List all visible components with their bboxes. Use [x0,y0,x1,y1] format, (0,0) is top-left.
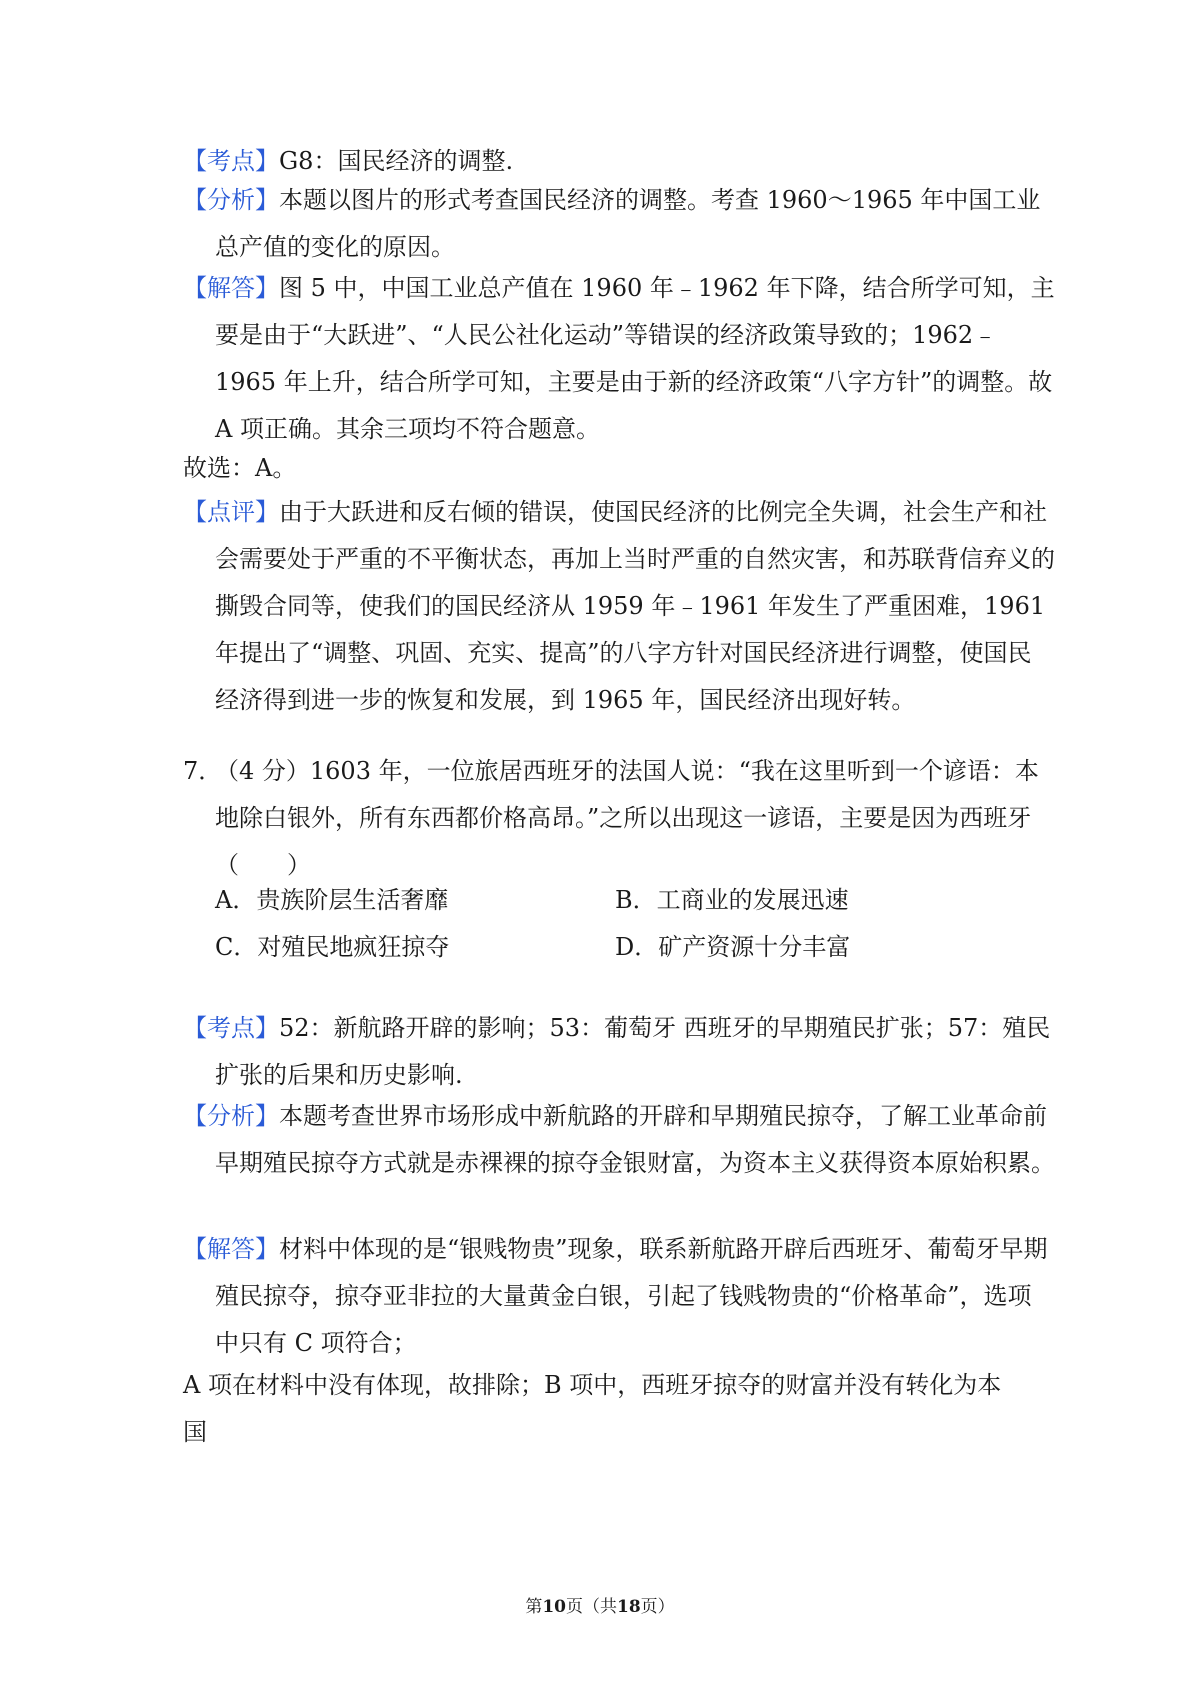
jieda-2 [183,1226,1055,1367]
question-7-options [215,877,1015,971]
guxuan-line: 故选：A。 [183,454,297,482]
page-footer [0,1595,1200,1619]
current-page-number: 10 [542,1597,566,1617]
jieda-text: 材料中体现的是“银贱物贵”现象，联系新航路开辟后西班牙、葡萄牙早期殖民掠夺，掠夺亚非拉的大量黄金白银，引起了钱贱物贵的“价格革命”，选项中只有 C 项符合； [215,1235,1048,1357]
kaodian-text: 52：新航路开辟的影响；53：葡萄牙 西班牙的早期殖民扩张；57：殖民扩张的后果和历史影响. [215,1014,1051,1089]
question-7-stem [183,748,1055,889]
jieda-tag: 【解答】 [183,1235,279,1263]
kaodian-text: G8：国民经济的调整. [279,147,514,175]
fenxi-tag: 【分析】 [183,186,279,214]
fenxi-text: 本题考查世界市场形成中新航路的开辟和早期殖民掠夺，了解工业革命前早期殖民掠夺方式就是赤裸裸的掠夺金银财富，为资本主义获得资本原始积累。 [215,1102,1055,1177]
dianping-text: 由于大跃进和反右倾的错误，使国民经济的比例完全失调，社会生产和社会需要处于严重的不平衡状态，再加上当时严重的自然灾害，和苏联背信弃义的撕毁合同等，使我们的国民经济从 1959 年﹣1961 年发生了严重困难，1961 年提出了“调整、巩固、充实、提高”的八字方针对国民经济进行调整，使国民经济得到进一步的恢复和发展，到 1965 年，国民经济出现好转。 [215,498,1055,714]
kaodian-2 [183,1005,1055,1099]
option-c: C．对殖民地疯狂掠夺 [215,933,450,961]
fenxi-text: 本题以图片的形式考查国民经济的调整。考查 1960～1965 年中国工业总产值的变化的原因。 [215,186,1041,261]
footer-prefix: 第 [525,1597,543,1617]
dianping-1 [183,489,1055,724]
footer-middle: 页（共 [566,1597,617,1617]
fenxi-1 [183,177,1055,271]
fenxi-2 [183,1093,1055,1187]
jieda-tag: 【解答】 [183,274,279,302]
footer-suffix: 页） [640,1597,675,1617]
tail-line: A 项在材料中没有体现，故排除；B 项中，西班牙掠夺的财富并没有转化为本国 [183,1371,1002,1446]
option-a: A．贵族阶层生活奢靡 [215,886,449,914]
option-d: D．矿产资源十分丰富 [615,933,851,961]
dianping-tag: 【点评】 [183,498,279,526]
question-text: （4 分）1603 年，一位旅居西班牙的法国人说：“我在这里听到一个谚语：本地除白银外，所有东西都价格高昂。”之所以出现这一谚语，主要是因为西班牙（ ） [215,757,1039,879]
fenxi-tag: 【分析】 [183,1102,279,1130]
option-b: B．工商业的发展迅速 [615,886,849,914]
kaodian-tag: 【考点】 [183,147,279,175]
jieda-1 [183,265,1055,453]
question-number: 7． [183,757,223,785]
total-page-number: 18 [617,1597,641,1617]
jieda-text: 图 5 中，中国工业总产值在 1960 年﹣1962 年下降，结合所学可知，主要是由于“大跃进”、“人民公社化运动”等错误的经济政策导致的；1962﹣1965 年上升，结合所学可知，主要是由于新的经济政策“八字方针”的调整。故 A 项正确。其余三项均不符合题意。 [215,274,1055,443]
kaodian-tag: 【考点】 [183,1014,279,1042]
